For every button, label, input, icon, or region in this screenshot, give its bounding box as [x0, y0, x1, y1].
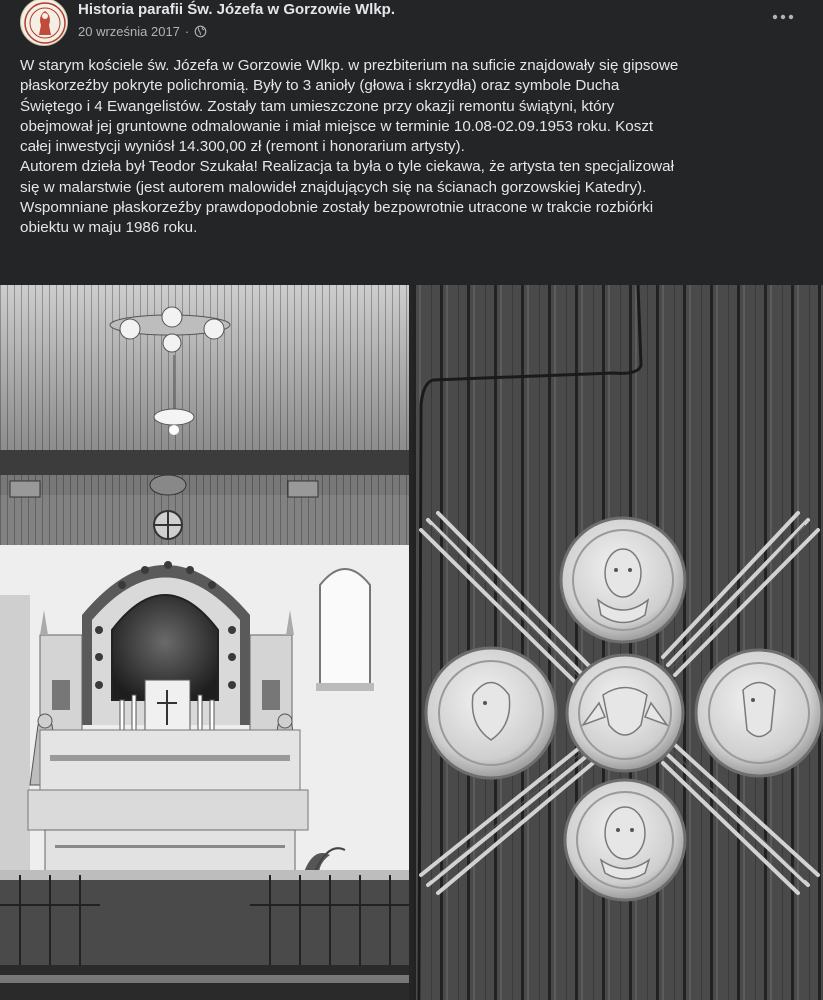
meta-separator: ·: [184, 24, 190, 39]
post-text-line: się w malarstwie (jest autorem malowideł znajdujących się na ścianach gorzowskiej Katedry).: [20, 178, 647, 196]
post-text-line: płaskorzeźby pokryte polichromią. Były to 3 anioły (głowa i skrzydła) oraz symbole Ducha: [20, 77, 620, 95]
church-interior-photo[interactable]: [0, 285, 409, 1000]
globe-icon[interactable]: [194, 25, 207, 38]
post-text-line: Autorem dzieła był Teodor Szukała! Realizacja ta była o tyle ciekawa, że artysta ten specjalizował: [20, 158, 674, 176]
post-date[interactable]: 20 września 2017: [78, 24, 180, 39]
post-header: [0, 0, 823, 50]
post-text-line: całej inwestycji wyniósł 14.300,00 zł (remont i honorarium artysty).: [20, 138, 465, 156]
page-name-link[interactable]: Historia parafii Św. Józefa w Gorzowie Wlkp.: [78, 1, 396, 18]
post-text-line: Wspomniane płaskorzeźby prawdopodobnie zostały bezpowrotnie utracone w trakcie rozbiórki: [20, 199, 654, 217]
photo-grid: [0, 285, 823, 1000]
post-text-line: obiektu w maju 1986 roku.: [20, 219, 198, 237]
more-options-icon: [772, 14, 794, 20]
page-avatar[interactable]: [20, 0, 68, 46]
post-text-line: obejmował jej gruntowne odmalowanie i miał miejsce w terminie 10.08-02.09.1953 roku. Koszt: [20, 117, 654, 135]
post-text-line: Świętego i 4 Ewangelistów. Zostały tam umieszczone przy okazji remontu świątyni, który: [20, 97, 615, 115]
parish-logo-icon: [21, 0, 68, 46]
more-options-button[interactable]: [769, 6, 797, 28]
post-text-line: W starym kościele św. Józefa w Gorzowie Wlkp. w prezbiterium na suficie znajdowały się gipsowe: [20, 57, 679, 74]
post-meta: [78, 24, 207, 39]
bas-relief-photo[interactable]: [413, 285, 823, 1000]
post-text: [20, 56, 805, 239]
